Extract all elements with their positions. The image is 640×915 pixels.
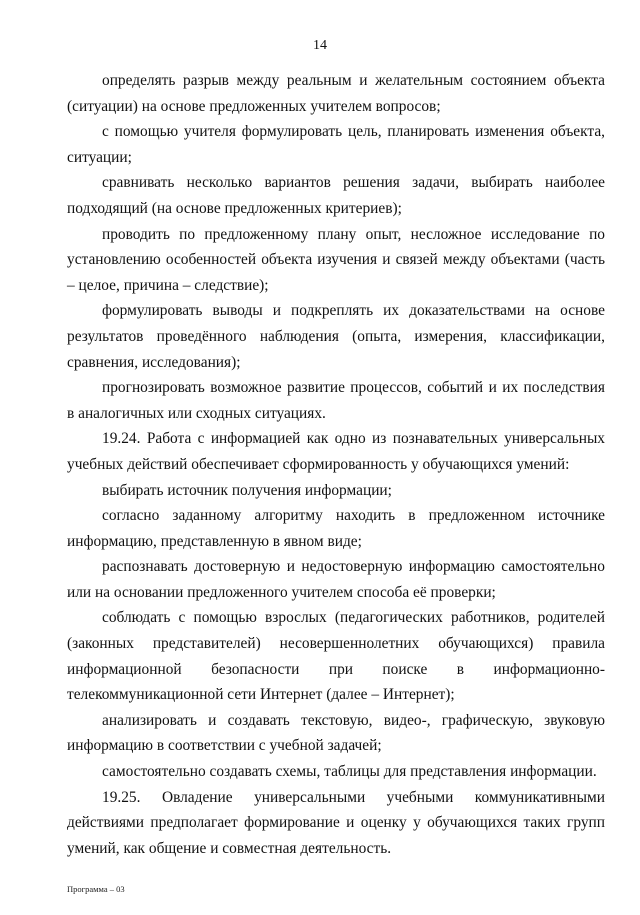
paragraph: согласно заданному алгоритму находить в предложенном источнике информацию, представленную в явном виде; — [67, 507, 605, 550]
paragraph: определять разрыв между реальным и желательным состоянием объекта (ситуации) на основе предложенных учителем вопросов; — [67, 72, 605, 115]
paragraph: анализировать и создавать текстовую, видео-, графическую, звуковую информацию в соответствии с учебной задачей; — [67, 711, 605, 755]
paragraph: выбирать источник получения информации; — [102, 481, 392, 499]
paragraph: соблюдать с помощью взрослых (педагогических работников, родителей (законных представителей) несовершеннолетних обучающихся) правила информационной безопасности при поиске в информационно-телекоммуникационной сети Интернет (далее – Интернет); — [67, 609, 605, 704]
paragraph: формулировать выводы и подкреплять их доказательствами на основе результатов проведённого наблюдения (опыта, измерения, классификации, сравнения, исследования); — [67, 302, 605, 371]
paragraph: 19.24. Работа с информацией как одно из познавательных универсальных учебных действий обеспечивает сформированность у обучающихся умений: — [67, 430, 605, 473]
page-number: 14 — [313, 38, 327, 53]
footer-label: Программа – 03 — [67, 884, 125, 894]
paragraph: проводить по предложенному плану опыт, несложное исследование по установлению особенностей объекта изучения и связей между объектами (часть – целое, причина – следствие); — [67, 225, 605, 294]
paragraph: с помощью учителя формулировать цель, планировать изменения объекта, ситуации; — [67, 123, 605, 166]
paragraph: 19.25. Овладение универсальными учебными коммуникативными действиями предполагает формирование и оценку у обучающихся таких групп умений, как общение и совместная деятельность. — [67, 788, 605, 857]
paragraph: самостоятельно создавать схемы, таблицы для представления информации. — [102, 763, 597, 781]
paragraph: сравнивать несколько вариантов решения задачи, выбирать наиболее подходящий (на основе предложенных критериев); — [67, 174, 605, 217]
document-body — [67, 68, 605, 861]
paragraph: прогнозировать возможное развитие процессов, событий и их последствия в аналогичных или сходных ситуациях. — [67, 379, 605, 422]
paragraph: распознавать достоверную и недостоверную информацию самостоятельно или на основании предложенного учителем способа её проверки; — [67, 558, 605, 601]
